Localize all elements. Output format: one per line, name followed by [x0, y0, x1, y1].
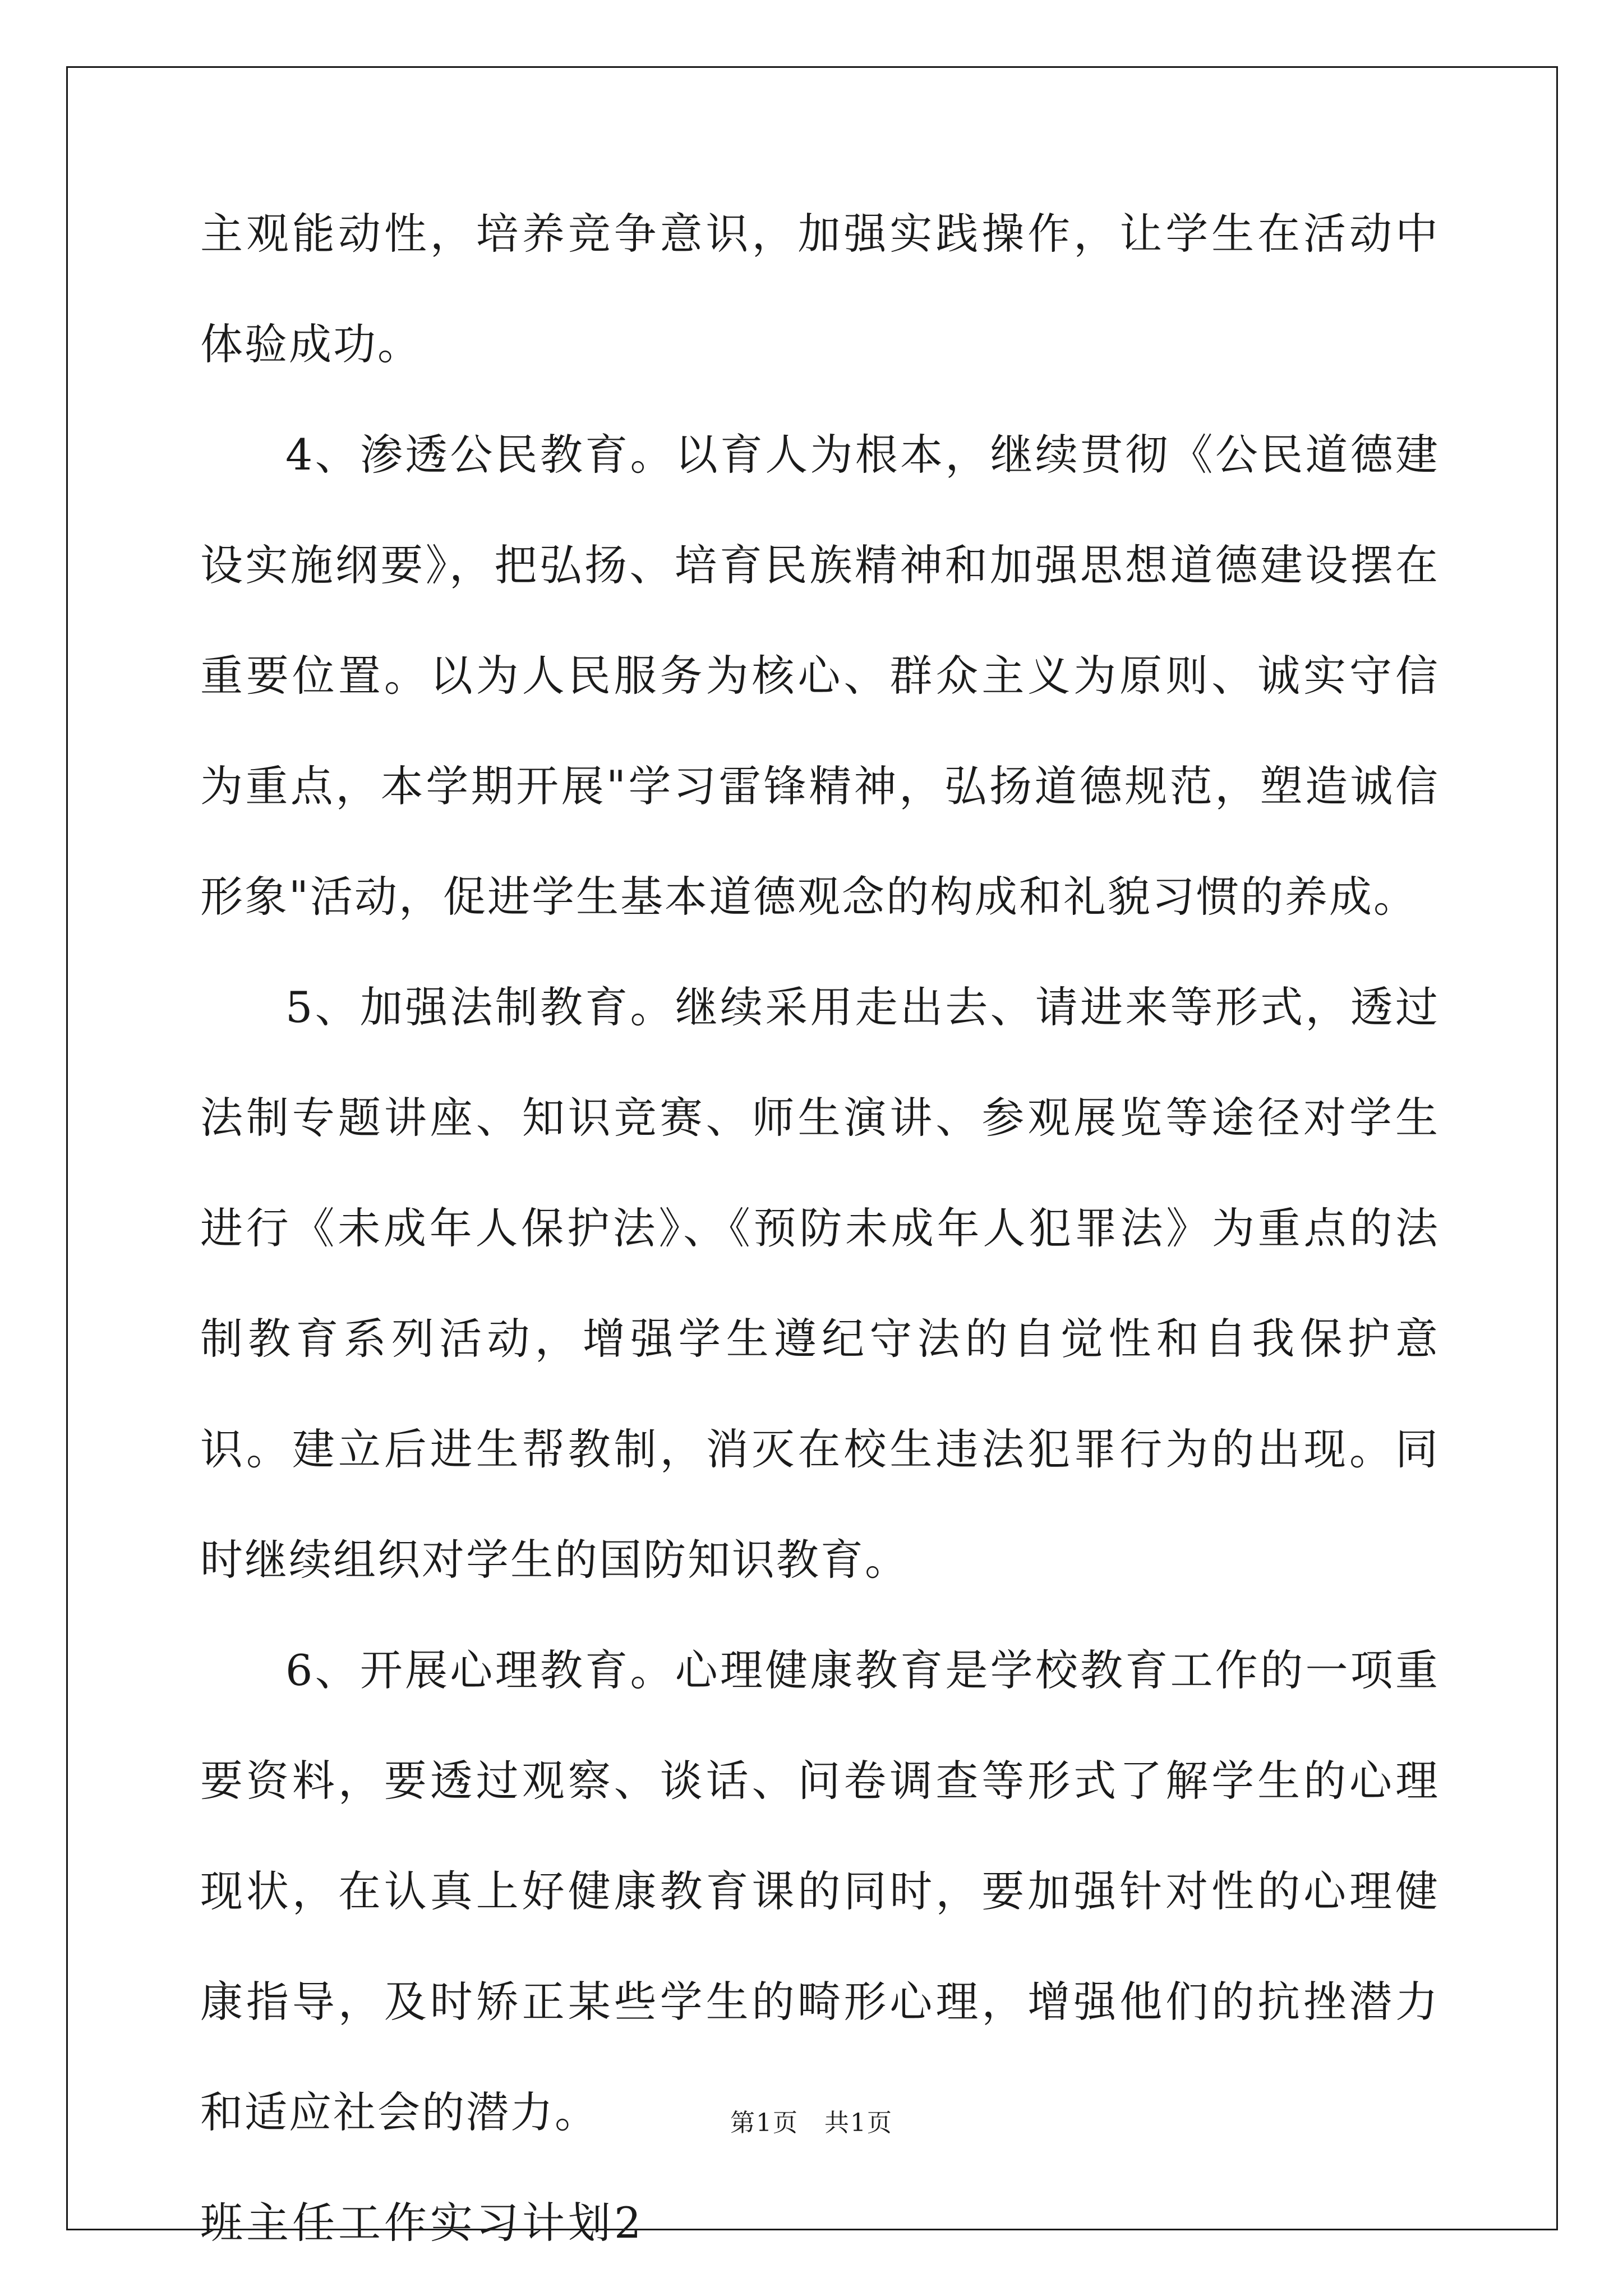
paragraph-citizen-education: 4、渗透公民教育。以育人为根本，继续贯彻《公民道德建设实施纲要》，把弘扬、培育民族精神和加强思想道德建设摆在重要位置。以为人民服务为核心、群众主义为原则、诚实守信为重点，本学期开展"学习雷锋精神，弘扬道德规范，塑造诚信形象"活动，促进学生基本道德观念的构成和礼貌习惯的养成。: [200, 430, 1440, 922]
paragraph-continuation: 主观能动性，培养竞争意识，加强实践操作，让学生在活动中体验成功。: [200, 209, 1440, 369]
paragraph-legal-education: 5、加强法制教育。继续采用走出去、请进来等形式，透过法制专题讲座、知识竞赛、师生演讲、参观展览等途径对学生进行《未成年人保护法》、《预防未成年人犯罪法》为重点的法制教育系列活动，增强学生遵纪守法的自觉性和自我保护意识。建立后进生帮教制，消灭在校生违法犯罪行为的出现。同时继续组织对学生的国防知识教育。: [200, 982, 1440, 1585]
page-footer: 第1页 共1页: [730, 2109, 893, 2137]
paragraph-psychology-education: 6、开展心理教育。心理健康教育是学校教育工作的一项重要资料，要透过观察、谈话、问卷调查等形式了解学生的心理现状，在认真上好健康教育课的同时，要加强针对性的心理健康指导，及时矫正某些学生的畸形心理，增强他们的抗挫潜力和适应社会的潜力。: [200, 1645, 1440, 2137]
document-body: [200, 178, 1440, 2278]
section-heading: 班主任工作实习计划2: [200, 2198, 645, 2248]
